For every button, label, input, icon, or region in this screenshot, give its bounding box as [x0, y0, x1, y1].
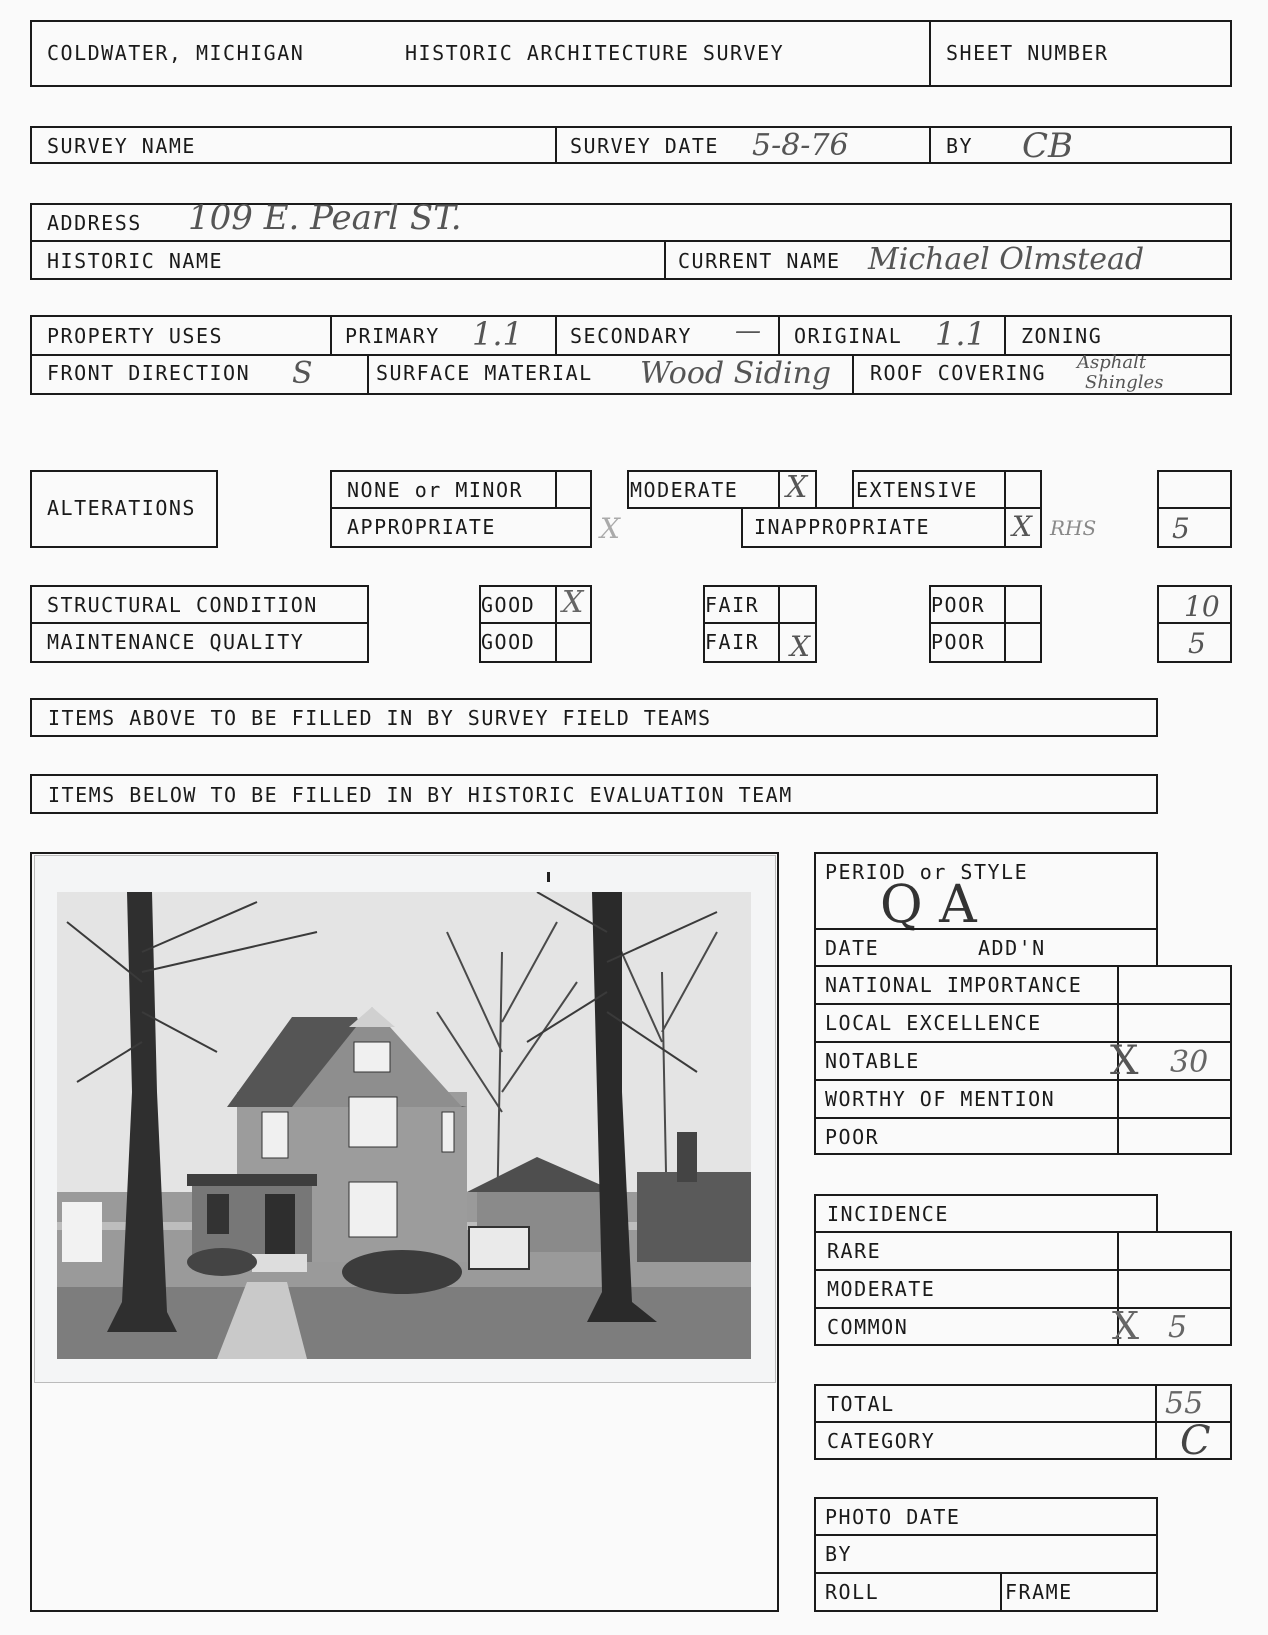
- original-value: 1.1: [935, 315, 986, 353]
- appropriate-label: APPROPRIATE: [347, 515, 496, 539]
- prop-div1: [330, 315, 332, 355]
- zoning-label: ZONING: [1021, 324, 1103, 348]
- roof-covering-label: ROOF COVERING: [870, 361, 1047, 385]
- prop-div4: [1004, 315, 1006, 355]
- photo-date-label: PHOTO DATE: [825, 1505, 961, 1529]
- current-name-label: CURRENT NAME: [678, 249, 841, 273]
- prop-div2: [555, 315, 557, 355]
- fair-check-div: [778, 585, 780, 663]
- total-value: 55: [1165, 1386, 1204, 1421]
- survey-name-label: SURVEY NAME: [47, 134, 196, 158]
- photo-info-row2: [814, 1572, 1158, 1574]
- primary-label: PRIMARY: [345, 324, 440, 348]
- surface-material-value: Wood Siding: [640, 356, 832, 391]
- worthy-label: WORTHY OF MENTION: [825, 1087, 1056, 1111]
- house-photo-drawing: [57, 892, 751, 1359]
- notable-label: NOTABLE: [825, 1049, 920, 1073]
- survey-title: HISTORIC ARCHITECTURE SURVEY: [405, 41, 785, 65]
- none-minor-check-div: [555, 470, 557, 508]
- moderate-label: MODERATE: [630, 478, 739, 502]
- front-direction-label: FRONT DIRECTION: [47, 361, 251, 385]
- structural-poor-label: POOR: [931, 593, 986, 617]
- frame-label: FRAME: [1005, 1580, 1073, 1604]
- address-value: 109 E. Pearl ST.: [188, 198, 462, 238]
- sheet-number-label: SHEET NUMBER: [946, 41, 1109, 65]
- totals-mid: [814, 1421, 1232, 1423]
- addn-label: ADD'N: [978, 936, 1046, 960]
- front-direction-value: S: [292, 356, 313, 391]
- notable-mark: X: [1110, 1038, 1139, 1084]
- none-minor-mid: [330, 507, 592, 509]
- extensive-label: EXTENSIVE: [856, 478, 978, 502]
- maintenance-good-label: GOOD: [481, 630, 536, 654]
- survey-by-label: BY: [946, 134, 974, 158]
- category-value: C: [1180, 1418, 1211, 1464]
- photo-info-div: [1000, 1572, 1002, 1612]
- secondary-value: —: [735, 316, 761, 346]
- prop-div3: [778, 315, 780, 355]
- prop-div6: [852, 354, 854, 395]
- property-uses-label: PROPERTY USES: [47, 324, 224, 348]
- eval-row1: [814, 1003, 1232, 1005]
- header-divider: [929, 20, 931, 87]
- note-above: ITEMS ABOVE TO BE FILLED IN BY SURVEY FIELD TEAMS: [48, 706, 712, 730]
- survey-date-value: 5-8-76: [752, 128, 849, 163]
- alterations-label: ALTERATIONS: [47, 496, 196, 520]
- survey-row-right: [1230, 126, 1232, 164]
- surface-material-label: SURFACE MATERIAL: [376, 361, 593, 385]
- common-score: 5: [1168, 1310, 1188, 1345]
- inc-row1: [814, 1269, 1232, 1271]
- period-value: Q A: [880, 875, 977, 935]
- common-label: COMMON: [827, 1315, 909, 1339]
- survey-div1: [555, 126, 557, 164]
- roll-label: ROLL: [825, 1580, 880, 1604]
- poor-check-div: [1004, 585, 1006, 663]
- total-label: TOTAL: [827, 1392, 895, 1416]
- maintenance-quality-label: MAINTENANCE QUALITY: [47, 630, 305, 654]
- maintenance-poor-label: POOR: [931, 630, 986, 654]
- alterations-score-mid: [1157, 507, 1232, 509]
- current-name-value: Michael Olmstead: [868, 242, 1145, 277]
- note-below: ITEMS BELOW TO BE FILLED IN BY HISTORIC EVALUATION TEAM: [48, 783, 793, 807]
- condition-label-mid: [30, 622, 369, 624]
- house-photo: [57, 892, 751, 1359]
- inappropriate-label: INAPPROPRIATE: [754, 515, 931, 539]
- structural-good-mark: X: [562, 585, 584, 620]
- maintenance-score: 5: [1188, 627, 1206, 660]
- alterations-score: 5: [1172, 512, 1190, 545]
- roof-covering-value-2: Shingles: [1085, 372, 1164, 393]
- eval-row4: [814, 1117, 1232, 1119]
- period-label: PERIOD or STYLE: [825, 860, 1029, 884]
- moderate-check-div: [778, 470, 780, 509]
- moderate-mark: X: [786, 470, 808, 505]
- fair-mid: [703, 622, 817, 624]
- eval-poor-label: POOR: [825, 1125, 880, 1149]
- alterations-score-box: [1157, 470, 1232, 548]
- survey-date-label: SURVEY DATE: [570, 134, 719, 158]
- date-label: DATE: [825, 936, 880, 960]
- national-importance-label: NATIONAL IMPORTANCE: [825, 973, 1083, 997]
- maintenance-fair-label: FAIR: [705, 630, 760, 654]
- poor-mid: [929, 622, 1042, 624]
- primary-value: 1.1: [472, 315, 523, 353]
- eval-row2: [814, 1041, 1232, 1043]
- property-mid: [30, 354, 1232, 356]
- survey-by-value: CB: [1022, 126, 1073, 166]
- rare-label: RARE: [827, 1239, 882, 1263]
- survey-div2: [929, 126, 931, 164]
- local-excellence-label: LOCAL EXCELLENCE: [825, 1011, 1042, 1035]
- inc-row2: [814, 1307, 1232, 1309]
- incidence-moderate-label: MODERATE: [827, 1277, 936, 1301]
- notable-score: 30: [1170, 1045, 1209, 1080]
- structural-good-label: GOOD: [481, 593, 536, 617]
- structural-fair-label: FAIR: [705, 593, 760, 617]
- inappropriate-mark: X: [1012, 510, 1032, 543]
- photo-by-label: BY: [825, 1542, 853, 1566]
- incidence-label: INCIDENCE: [827, 1202, 949, 1226]
- maintenance-fair-mark: X: [790, 630, 810, 663]
- roof-covering-value-1: Asphalt: [1077, 352, 1147, 373]
- structural-condition-label: STRUCTURAL CONDITION: [47, 593, 318, 617]
- photo-mark: [547, 872, 550, 882]
- original-label: ORIGINAL: [794, 324, 903, 348]
- structural-score: 10: [1184, 590, 1220, 623]
- good-check-div: [555, 585, 557, 663]
- good-mid: [479, 622, 592, 624]
- prop-div5: [367, 354, 369, 395]
- address-div: [664, 240, 666, 280]
- inappropriate-check-div: [1004, 507, 1006, 548]
- photo-info-row1: [814, 1534, 1158, 1536]
- appropriate-mark: X: [600, 512, 620, 545]
- none-minor-label: NONE or MINOR: [347, 478, 524, 502]
- extensive-check-div: [1004, 470, 1006, 509]
- historic-name-label: HISTORIC NAME: [47, 249, 224, 273]
- survey-row-left: [30, 126, 32, 164]
- address-label: ADDRESS: [47, 211, 142, 235]
- secondary-label: SECONDARY: [570, 324, 692, 348]
- city-label: COLDWATER, MICHIGAN: [47, 41, 305, 65]
- common-mark: X: [1112, 1304, 1140, 1348]
- category-label: CATEGORY: [827, 1429, 936, 1453]
- alterations-initials: RHS: [1050, 516, 1097, 540]
